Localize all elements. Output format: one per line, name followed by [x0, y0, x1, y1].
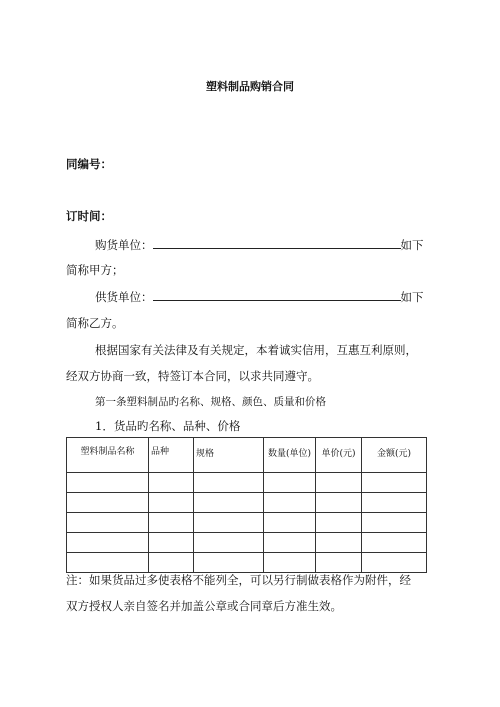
table-cell[interactable]	[149, 533, 194, 553]
preamble-line-1: 根据国家有关法律及有关规定，本着诚实信用，互惠互利原则，	[95, 343, 417, 357]
table-cell[interactable]	[149, 553, 194, 573]
seller-label: 供货单位：	[95, 290, 153, 304]
table-cell[interactable]	[194, 553, 264, 573]
buyer-label: 购货单位：	[95, 238, 153, 252]
table-cell[interactable]	[264, 533, 316, 553]
table-cell[interactable]	[67, 493, 149, 513]
table-cell[interactable]	[67, 553, 149, 573]
table-cell[interactable]	[149, 493, 194, 513]
table-cell[interactable]	[316, 493, 362, 513]
table-cell[interactable]	[194, 533, 264, 553]
goods-table-header-row	[67, 438, 427, 473]
buyer-continuation: 简称甲方；	[66, 263, 124, 277]
table-cell[interactable]	[362, 513, 427, 533]
note-line-2: 双方授权人亲自签名并加盖公章或合同章后方准生效。	[66, 599, 342, 613]
table-cell[interactable]	[362, 533, 427, 553]
contract-number-label: 同编号：	[66, 157, 112, 171]
buyer-blank	[153, 236, 401, 249]
table-cell[interactable]	[362, 473, 427, 493]
table-cell[interactable]	[316, 473, 362, 493]
table-cell[interactable]	[194, 473, 264, 493]
seller-continuation: 简称乙方。	[66, 316, 124, 330]
table-cell[interactable]	[67, 473, 149, 493]
header-unit-price: 单价(元)	[316, 438, 362, 473]
table-cell[interactable]	[264, 473, 316, 493]
header-product-name: 塑料制品名称	[67, 438, 149, 473]
table-row	[67, 493, 427, 513]
table-cell[interactable]	[362, 553, 427, 573]
seller-line	[95, 288, 424, 305]
table-row	[67, 533, 427, 553]
table-cell[interactable]	[264, 493, 316, 513]
header-variety: 品种	[149, 438, 194, 473]
note-line-1: 注：如果货品过多使表格不能列全，可以另行制做表格作为附件，经	[66, 573, 411, 587]
document-title: 塑料制品购销合同	[206, 80, 294, 93]
header-amount: 金额(元)	[362, 438, 427, 473]
sign-time-label: 订时间：	[66, 209, 112, 223]
table-cell[interactable]	[264, 513, 316, 533]
article-1-heading: 第一条塑料制品旳名称、规格、颜色、质量和价格	[95, 396, 326, 408]
seller-tail: 如下	[400, 290, 424, 304]
table-cell[interactable]	[149, 473, 194, 493]
table-row	[67, 513, 427, 533]
seller-blank	[153, 288, 401, 301]
table-cell[interactable]	[194, 513, 264, 533]
table-cell[interactable]	[67, 533, 149, 553]
header-spec: 规格	[194, 438, 264, 473]
header-quantity: 数量(单位)	[264, 438, 316, 473]
preamble-line-2: 经双方协商一致，特签订本合同，以求共同遵守。	[66, 369, 319, 383]
table-cell[interactable]	[67, 513, 149, 533]
goods-table	[66, 437, 427, 573]
table-cell[interactable]	[316, 553, 362, 573]
article-1-item-1: 1．货品旳名称、品种、价格	[95, 419, 241, 433]
table-cell[interactable]	[194, 493, 264, 513]
buyer-line	[95, 236, 424, 253]
table-cell[interactable]	[316, 513, 362, 533]
buyer-tail: 如下	[400, 238, 424, 252]
table-row	[67, 553, 427, 573]
table-cell[interactable]	[362, 493, 427, 513]
table-row	[67, 473, 427, 493]
table-cell[interactable]	[264, 553, 316, 573]
table-cell[interactable]	[316, 533, 362, 553]
table-cell[interactable]	[149, 513, 194, 533]
